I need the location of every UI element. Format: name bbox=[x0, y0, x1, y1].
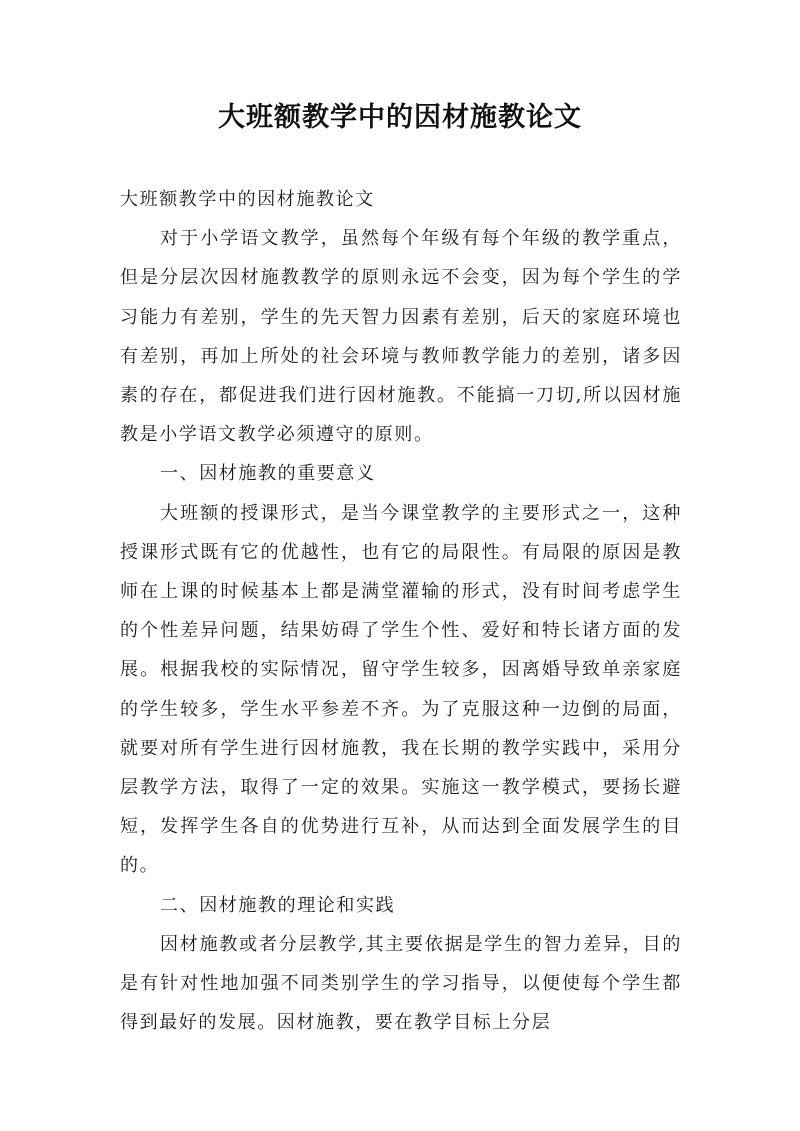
page-title: 大班额教学中的因材施教论文 bbox=[218, 102, 582, 133]
section-heading-1: 一、因材施教的重要意义 bbox=[160, 463, 376, 485]
section-heading-2: 二、因材施教的理论和实践 bbox=[160, 894, 396, 916]
document-body bbox=[120, 180, 682, 1042]
subtitle-paragraph: 大班额教学中的因材施教论文 bbox=[120, 189, 375, 210]
section-1-paragraph: 大班额的授课形式，是当今课堂教学的主要形式之一，这种授课形式既有它的优越性，也有它的局限性。有局限的原因是教师在上课的时候基本上都是满堂灌输的形式，没有时间考虑学生的个性差异问题，结果妨碍了学生个性、爱好和特长诸方面的发展。根据我校的实际情况，留守学生较多，因离婚导致单亲家庭的学生较多，学生水平参差不齐。为了克服这种一边倒的局面，就要对所有学生进行因材施教，我在长期的教学实践中，采用分层教学方法，取得了一定的效果。实施这一教学模式，要扬长避短，发挥学生各自的优势进行互补，从而达到全面发展学生的目的。 bbox=[120, 502, 682, 877]
section-2-paragraph: 因材施教或者分层教学,其主要依据是学生的智力差异，目的是有针对性地加强不同类别学生的学习指导，以便使每个学生都得到最好的发展。因材施教，要在教学目标上分层 bbox=[120, 933, 682, 1034]
intro-paragraph: 对于小学语文教学，虽然每个年级有每个年级的教学重点，但是分层次因材施教教学的原则永远不会变，因为每个学生的学习能力有差别，学生的先天智力因素有差别，后天的家庭环境也有差别，再加上所处的社会环境与教师教学能力的差别，诸多因素的存在，都促进我们进行因材施教。不能搞一刀切,所以因材施教是小学语文教学必须遵守的原则。 bbox=[120, 228, 682, 446]
